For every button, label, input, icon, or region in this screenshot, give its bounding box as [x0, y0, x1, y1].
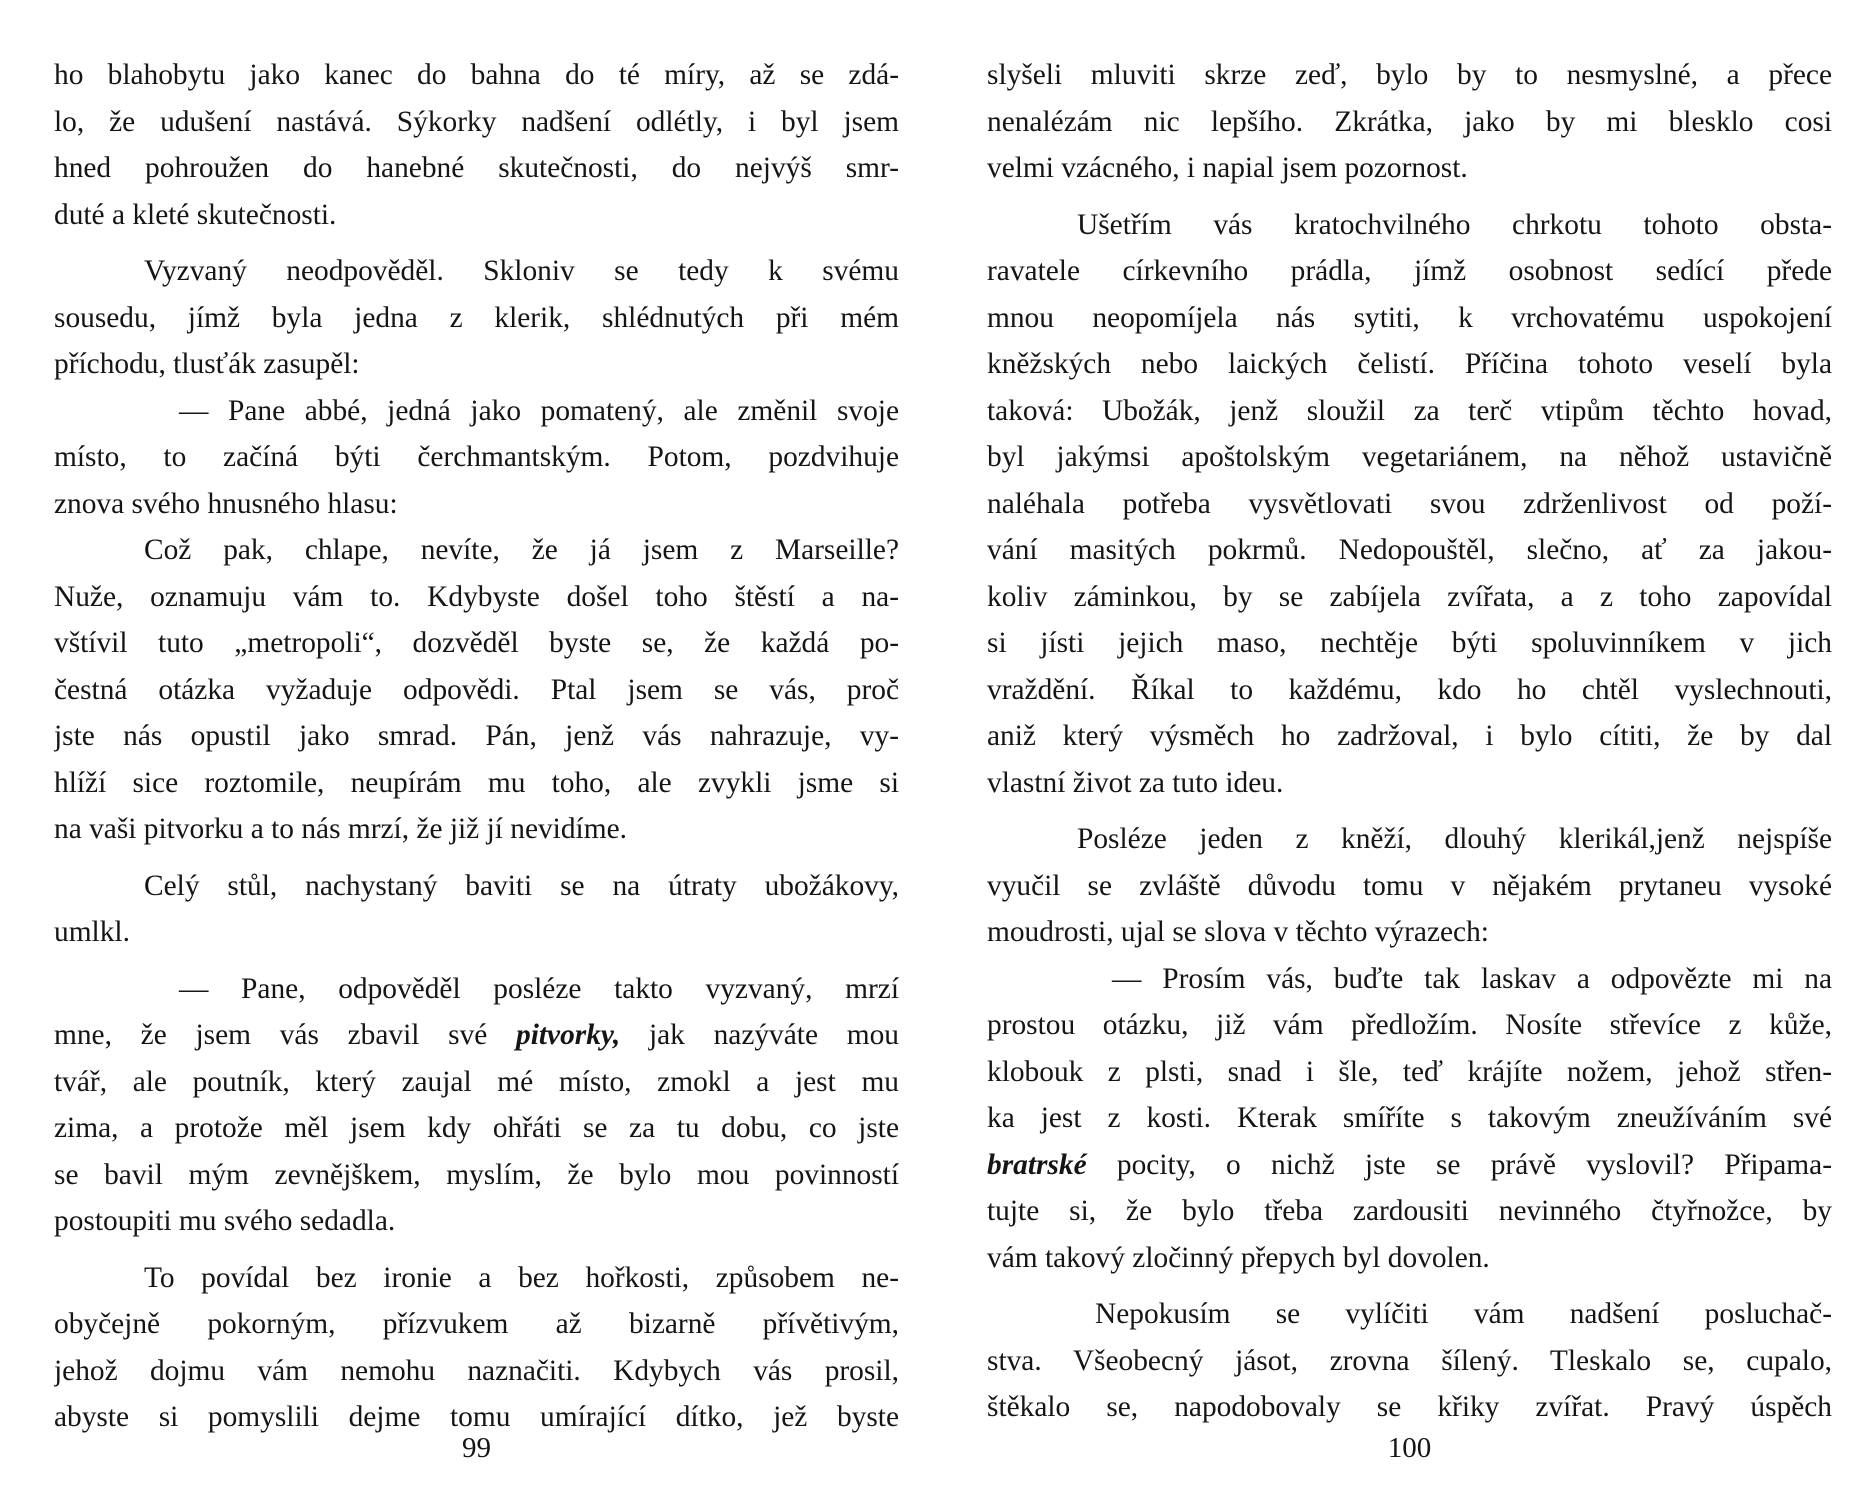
- left-page-text: [54, 52, 899, 1441]
- text-line: kněžských nebo laických čelistí. Příčina tohoto veselí byla: [987, 348, 1832, 380]
- text-line: tvář, ale poutník, který zaujal mé místo, zmokl a jest mu: [54, 1065, 899, 1098]
- text-line: Nuže, oznamuju vám to. Kdybyste došel toho štěstí a na-: [54, 580, 899, 613]
- text-line: To povídal bez ironie a bez hořkosti, způsobem ne-: [144, 1261, 899, 1294]
- text-line: prostou otázku, již vám předložím. Nosíte střevíce z kůže,: [987, 1009, 1832, 1041]
- text-line: ka jest z kosti. Kterak smíříte s takovým zneužíváním své: [987, 1102, 1832, 1134]
- text-line: umlkl.: [54, 916, 130, 948]
- text-line: velmi vzácného, i napial jsem pozornost.: [987, 152, 1468, 184]
- text-line: obyčejně pokorným, přízvukem až bizarně přívětivým,: [54, 1308, 899, 1340]
- text-line: si jísti jejich maso, nechtěje býti spoluvinníkem v jich: [987, 627, 1832, 659]
- right-page-number: 100: [1387, 1432, 1432, 1464]
- text-line: vlastní život za tuto ideu.: [987, 766, 1284, 799]
- text-line: vám takový zločinný přepych byl dovolen.: [987, 1241, 1490, 1274]
- text-line: Vyzvaný neodpověděl. Skloniv se tedy k svému: [144, 255, 899, 287]
- right-page: [987, 52, 1832, 1492]
- text-line: jehož dojmu vám nemohu naznačiti. Kdybych vás prosil,: [54, 1354, 899, 1387]
- text-line: zima, a protože měl jsem kdy ohřáti se za tu dobu, co jste: [54, 1112, 899, 1144]
- paragraph-gap: [987, 192, 1832, 202]
- paragraph-gap: [54, 956, 899, 966]
- text-line: naléhala potřeba vysvětlovati svou zdrženlivost od poží-: [987, 487, 1832, 520]
- text-line: taková: Ubožák, jenž sloužil za terč vtipům těchto hovad,: [987, 394, 1832, 427]
- text-line: Posléze jeden z kněží, dlouhý klerikál,jenž nejspíše: [1077, 823, 1832, 855]
- paragraph-gap: [54, 853, 899, 863]
- text-line: duté a kleté skutečnosti.: [54, 198, 337, 231]
- text-line: koliv záminkou, by se zabíjela zvířata, a z toho zapovídal: [987, 580, 1832, 613]
- line-fragment: mne, že jsem vás zbavil své: [54, 1019, 517, 1051]
- text-line: znova svého hnusného hlasu:: [54, 487, 398, 520]
- text-line: vání masitých pokrmů. Nedopouštěl, slečno, ať za jakou-: [987, 534, 1832, 566]
- text-line: byl jakýmsi apoštolským vegetariánem, na něhož ustavičně: [987, 441, 1832, 473]
- text-line: se bavil mým zevnějškem, myslím, že bylo mou povinností: [54, 1158, 899, 1191]
- line-fragment: pocity, o nichž jste se právě vyslovil? Připama-: [1086, 1148, 1832, 1181]
- text-line: aniž který výsměch ho zadržoval, i bylo cítiti, že by dal: [987, 720, 1832, 752]
- text-line: Což pak, chlape, nevíte, že já jsem z Marseille?: [144, 534, 899, 566]
- text-line: tujte si, že bylo třeba zardousiti nevinného čtyřnožce, by: [987, 1195, 1832, 1227]
- text-line: — Pane abbé, jedná jako pomatený, ale změnil svoje: [179, 394, 899, 427]
- emphasized-word: bratrské: [987, 1148, 1087, 1181]
- line-fragment: jak nazýváte mou: [620, 1019, 899, 1051]
- text-line: Nepokusím se vylíčiti vám nadšení posluchač-: [1095, 1298, 1832, 1330]
- text-line: moudrosti, ujal se slova v těchto výrazech:: [987, 916, 1489, 948]
- text-line: čestná otázka vyžaduje odpovědi. Ptal jsem se vás, proč: [54, 673, 899, 706]
- paragraph-gap: [987, 1281, 1832, 1291]
- left-page: [54, 52, 899, 1492]
- left-page-number: 99: [462, 1432, 491, 1464]
- text-line: abyste si pomyslili dejme tomu umírající dítko, jež byste: [54, 1401, 899, 1433]
- text-line: ho blahobytu jako kanec do bahna do té míry, až se zdá-: [54, 59, 899, 91]
- text-line: vštívil tuto „metropoli“, dozvěděl byste se, že každá po-: [54, 627, 899, 659]
- text-line: Ušetřím vás kratochvilného chrkotu tohoto obsta-: [1077, 208, 1832, 241]
- text-line: vraždění. Říkal to každému, kdo ho chtěl vyslechnouti,: [987, 673, 1832, 706]
- text-line: vyučil se zvláště důvodu tomu v nějakém prytaneu vysoké: [987, 869, 1832, 902]
- text-line: hned pohroužen do hanebné skutečnosti, do nejvýš smr-: [54, 152, 899, 184]
- emphasized-word: pitvorky,: [516, 1019, 621, 1051]
- text-line: [987, 1142, 1832, 1189]
- text-line: hlíží sice roztomile, neupírám mu toho, ale zvykli jsme si: [54, 766, 899, 799]
- text-line: mnou neopomíjela nás sytiti, k vrchovatému uspokojení: [987, 301, 1832, 334]
- text-line: Celý stůl, nachystaný baviti se na útraty ubožákovy,: [144, 869, 899, 902]
- text-line: — Pane, odpověděl posléze takto vyzvaný, mrzí: [179, 972, 899, 1005]
- text-line: ravatele církevního prádla, jímž osobnost sedící přede: [987, 255, 1832, 287]
- paragraph-gap: [54, 238, 899, 248]
- text-line: klobouk z plsti, snad i šle, teď krájíte nožem, jehož střen-: [987, 1055, 1832, 1088]
- text-line: na vaši pitvorku a to nás mrzí, že již jí nevidíme.: [54, 813, 627, 845]
- paragraph-gap: [54, 1245, 899, 1255]
- text-line: postoupiti mu svého sedadla.: [54, 1205, 396, 1237]
- text-line: nenalézám nic lepšího. Zkrátka, jako by mi blesklo cosi: [987, 105, 1832, 138]
- text-line: [54, 1012, 899, 1059]
- text-line: lo, že udušení nastává. Sýkorky nadšení odlétly, i byl jsem: [54, 105, 899, 138]
- text-line: příchodu, tlusťák zasupěl:: [54, 348, 360, 380]
- text-line: — Prosím vás, buďte tak laskav a odpovězte mi na: [1112, 962, 1832, 995]
- right-page-text: [987, 52, 1832, 1431]
- text-line: jste nás opustil jako smrad. Pán, jenž vás nahrazuje, vy-: [54, 720, 899, 752]
- text-line: stva. Všeobecný jásot, zrovna šílený. Tleskalo se, cupalo,: [987, 1344, 1832, 1377]
- text-line: štěkalo se, napodobovaly se křiky zvířat. Pravý úspěch: [987, 1391, 1832, 1423]
- text-line: místo, to začíná býti čerchmantským. Potom, pozdvihuje: [54, 441, 899, 473]
- paragraph-gap: [987, 806, 1832, 816]
- text-line: sousedu, jímž byla jedna z klerik, shlédnutých při mém: [54, 301, 899, 334]
- text-line: slyšeli mluviti skrze zeď, bylo by to nesmyslné, a přece: [987, 59, 1832, 91]
